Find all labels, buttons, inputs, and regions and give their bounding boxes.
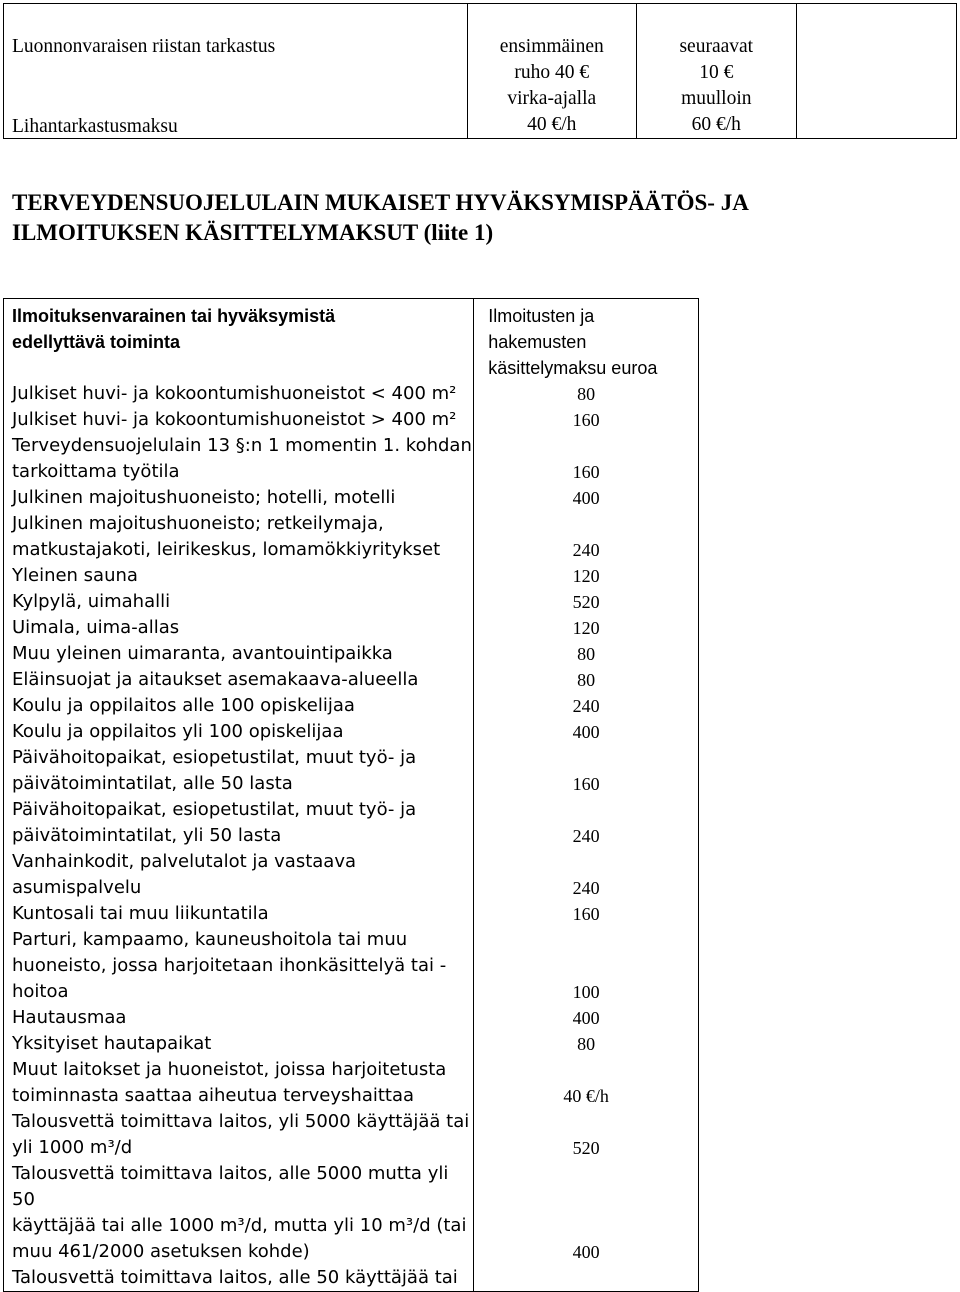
table-row [4, 1161, 699, 1265]
top-label-cell [4, 4, 468, 139]
activity-name: Uimala, uima-allas [4, 615, 474, 641]
heading-line-1: TERVEYDENSUOJELULAIN MUKAISET HYVÄKSYMISPÄÄTÖS- JA [12, 190, 749, 215]
activity-name: Vanhainkodit, palvelutalot ja vastaava asumispalvelu [4, 849, 474, 901]
table-row [4, 1109, 699, 1161]
activity-name: Talousvettä toimittava laitos, yli 5000 käyttäjää tai yli 1000 m³/d [4, 1109, 474, 1161]
table-row [4, 1265, 699, 1292]
game-inspection-label: Luonnonvaraisen riistan tarkastus [12, 36, 276, 57]
processing-fee-table [3, 298, 699, 1292]
fee-value: 240 [474, 849, 699, 901]
fee-value: 240 [474, 693, 699, 719]
fee-value: 100 [474, 927, 699, 1005]
fee-value: 120 [474, 615, 699, 641]
fee-value: 520 [474, 1109, 699, 1161]
table-row [4, 563, 699, 589]
fee-value: 120 [474, 563, 699, 589]
table-row [4, 1057, 699, 1109]
fee-value: 80 [474, 381, 699, 407]
top-fee-table [3, 3, 957, 139]
table-row [4, 381, 699, 407]
table-row [4, 407, 699, 433]
activity-name: Muut laitokset ja huoneistot, joissa harjoitetusta toiminnasta saattaa aiheutua terveyshaittaa [4, 1057, 474, 1109]
following-price: 10 € [699, 62, 734, 83]
activity-name: Päivähoitopaikat, esiopetustilat, muut työ- ja päivätoimintatilat, alle 50 lasta [4, 745, 474, 797]
table-row [4, 615, 699, 641]
fee-value: 240 [474, 511, 699, 563]
activity-name: Hautausmaa [4, 1005, 474, 1031]
fee-value: 240 [474, 797, 699, 849]
activity-name: Kuntosali tai muu liikuntatila [4, 901, 474, 927]
table-row [4, 693, 699, 719]
fee-value: 400 [474, 1161, 699, 1265]
activity-name: Julkinen majoitushuoneisto; retkeilymaja, matkustajakoti, leirikeskus, lomamökkiyritykset [4, 511, 474, 563]
fee-value: 160 [474, 901, 699, 927]
office-hours-price: 40 €/h [527, 114, 577, 135]
otherwise-label: muulloin [681, 88, 752, 109]
table-header-row [4, 299, 699, 382]
office-hours-label: virka-ajalla [507, 88, 597, 109]
fee-value: 80 [474, 1031, 699, 1057]
activity-name: Parturi, kampaamo, kauneushoitola tai muu huoneisto, jossa harjoitetaan ihonkäsittelyä tai - hoitoa [4, 927, 474, 1005]
table-row [4, 641, 699, 667]
following-label: seuraavat [679, 36, 754, 57]
activity-name: Julkiset huvi- ja kokoontumishuoneistot < 400 m² [4, 381, 474, 407]
activity-name: Muu yleinen uimaranta, avantouintipaikka [4, 641, 474, 667]
fee-value: 80 [474, 667, 699, 693]
activity-name: Yksityiset hautapaikat [4, 1031, 474, 1057]
activity-name: Päivähoitopaikat, esiopetustilat, muut työ- ja päivätoimintatilat, yli 50 lasta [4, 797, 474, 849]
fee-value [474, 1265, 699, 1292]
fee-value: 400 [474, 1005, 699, 1031]
table-row [4, 485, 699, 511]
fee-value: 400 [474, 485, 699, 511]
fee-value: 160 [474, 433, 699, 485]
fee-value: 400 [474, 719, 699, 745]
fee-value: 40 €/h [474, 1057, 699, 1109]
fee-value: 520 [474, 589, 699, 615]
table-row [4, 1031, 699, 1057]
activity-name: Kylpylä, uimahalli [4, 589, 474, 615]
activity-name: Eläinsuojat ja aitaukset asemakaava-alueella [4, 667, 474, 693]
activity-name: Koulu ja oppilaitos yli 100 opiskelijaa [4, 719, 474, 745]
fee-value: 80 [474, 641, 699, 667]
first-carcass-cell [467, 4, 636, 139]
empty-cell [797, 4, 957, 139]
fee-value: 160 [474, 745, 699, 797]
first-carcass-price: ruho 40 € [514, 62, 590, 83]
table-row [4, 745, 699, 797]
table-row [4, 433, 699, 485]
table-row [4, 667, 699, 693]
header-fee: Ilmoitusten ja hakemusten käsittelymaksu euroa [474, 299, 699, 382]
activity-name: Yleinen sauna [4, 563, 474, 589]
table-row [4, 1005, 699, 1031]
table-row [4, 927, 699, 1005]
first-carcass-label: ensimmäinen [499, 36, 604, 57]
table-row [4, 589, 699, 615]
activity-name: Terveydensuojelulain 13 §:n 1 momentin 1. kohdan tarkoittama työtila [4, 433, 474, 485]
header-activity: Ilmoituksenvarainen tai hyväksymistä edellyttävä toiminta [4, 299, 474, 382]
table-row [4, 719, 699, 745]
otherwise-price: 60 €/h [691, 114, 741, 135]
following-cell [636, 4, 796, 139]
table-row [4, 849, 699, 901]
fee-value: 160 [474, 407, 699, 433]
table-row [4, 797, 699, 849]
activity-name: Talousvettä toimittava laitos, alle 5000 mutta yli 50 käyttäjää tai alle 1000 m³/d, mutta yli 10 m³/d (tai muu 461/2000 asetuksen kohde) [4, 1161, 474, 1265]
meat-inspection-label: Lihantarkastusmaksu [12, 116, 178, 137]
heading-line-2: ILMOITUKSEN KÄSITTELYMAKSUT (liite 1) [12, 220, 494, 245]
table-row [4, 511, 699, 563]
activity-name: Julkiset huvi- ja kokoontumishuoneistot > 400 m² [4, 407, 474, 433]
table-row [4, 901, 699, 927]
activity-name: Julkinen majoitushuoneisto; hotelli, motelli [4, 485, 474, 511]
activity-name: Koulu ja oppilaitos alle 100 opiskelijaa [4, 693, 474, 719]
section-heading [12, 188, 942, 248]
activity-name: Talousvettä toimittava laitos, alle 50 käyttäjää tai [4, 1265, 474, 1292]
